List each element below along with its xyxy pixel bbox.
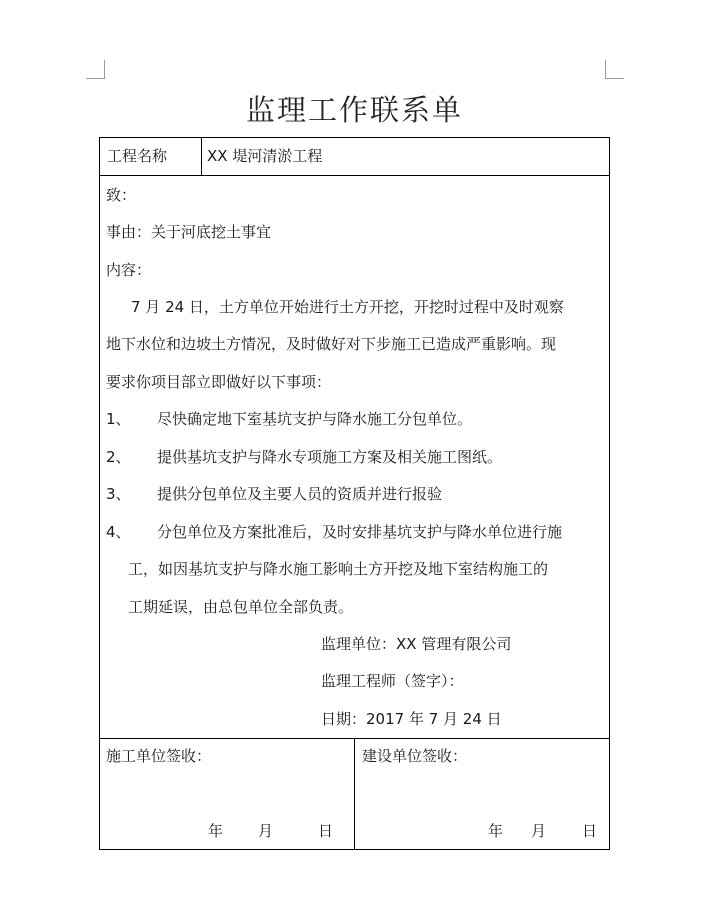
- paragraph-line: 要求你项目部立即做好以下事项：: [106, 373, 332, 391]
- item-text: 分包单位及方案批准后，及时安排基坑支护与降水单位进行施: [157, 523, 563, 541]
- construction-unit-sign-label: 施工单位签收：: [106, 747, 212, 765]
- issue-date: 日期：2017 年 7 月 24 日: [321, 710, 502, 728]
- content-label: 内容：: [106, 261, 152, 279]
- item-text: 工期延误，由总包单位全部负责。: [128, 598, 354, 616]
- paragraph-line: 地下水位和边坡土方情况，及时做好对下步施工已造成严重影响。现: [106, 335, 557, 353]
- item-number: 3、: [106, 485, 131, 503]
- construction-month-label: 月: [258, 822, 274, 840]
- construction-year-label: 年: [208, 822, 224, 840]
- construction-day-label: 日: [318, 822, 334, 840]
- row-divider: [100, 175, 609, 176]
- project-name-value: XX 堤河清淤工程: [207, 147, 323, 165]
- project-name-label: 工程名称: [107, 147, 168, 165]
- item-text: 提供基坑支护与降水专项施工方案及相关施工图纸。: [157, 448, 503, 466]
- column-divider: [354, 738, 355, 850]
- paragraph-line: 7 月 24 日，土方单位开始进行土方开挖，开挖时过程中及时观察: [131, 298, 564, 316]
- item-text: 尽快确定地下室基坑支护与降水施工分包单位。: [157, 410, 473, 428]
- column-divider: [201, 138, 202, 175]
- crop-mark-top-right-v: [605, 60, 606, 79]
- item-number: 2、: [106, 448, 131, 466]
- document-title: 监理工作联系单: [245, 93, 463, 127]
- supervision-unit: 监理单位：XX 管理有限公司: [321, 635, 512, 653]
- crop-mark-top-left-v: [104, 60, 105, 79]
- contact-form-table: [99, 137, 610, 850]
- crop-mark-top-right-h: [605, 78, 624, 79]
- owner-month-label: 月: [531, 822, 547, 840]
- recipient-label: 致：: [106, 186, 137, 204]
- crop-mark-top-left-h: [86, 78, 105, 79]
- owner-year-label: 年: [488, 822, 504, 840]
- supervision-engineer-signature: 监理工程师（签字）：: [321, 672, 464, 690]
- item-text: 提供分包单位及主要人员的资质并进行报验: [157, 485, 443, 503]
- owner-unit-sign-label: 建设单位签收：: [362, 747, 468, 765]
- item-number: 4、: [106, 523, 131, 541]
- item-text: 工，如因基坑支护与降水施工影响土方开挖及地下室结构施工的: [128, 560, 549, 578]
- subject-line: 事由：关于河底挖土事宜: [106, 223, 272, 241]
- item-number: 1、: [106, 410, 131, 428]
- owner-day-label: 日: [582, 822, 598, 840]
